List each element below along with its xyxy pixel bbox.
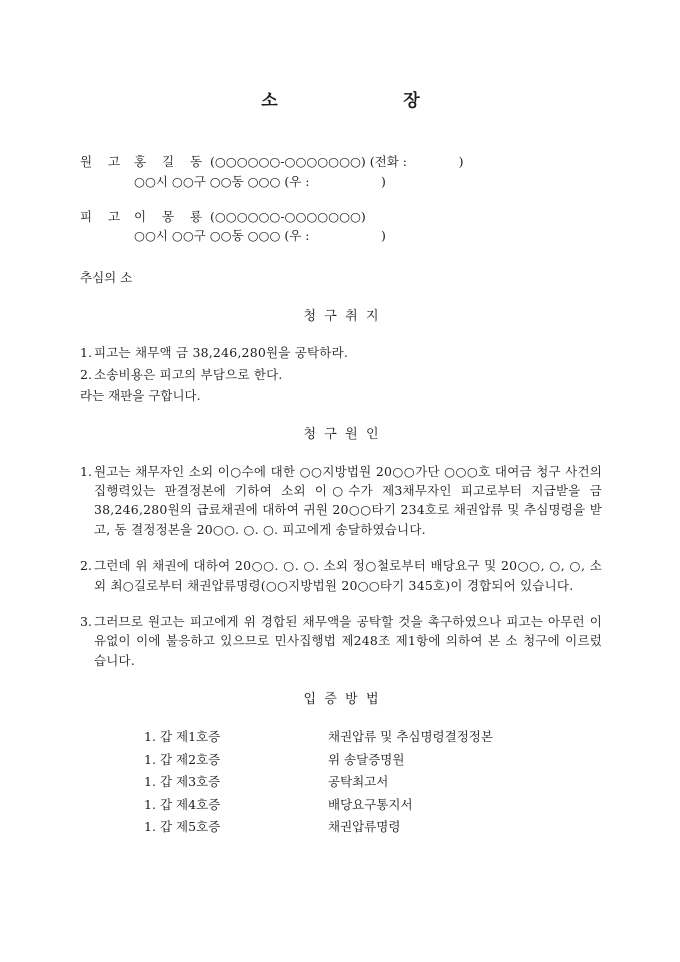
- evidence-item: [144, 794, 602, 817]
- party-role-label: 피 고: [80, 209, 121, 225]
- cause-item: [80, 612, 602, 670]
- cause-item: [80, 462, 602, 540]
- evidence-description: 채권압류명령: [328, 819, 401, 835]
- item-number: 2.: [80, 366, 92, 382]
- plaintiff-address: ○○시 ○○구 ○○동 ○○○ (우 : ): [134, 173, 386, 189]
- evidence-number: 1.: [144, 819, 156, 835]
- evidence-number: 1.: [144, 729, 156, 745]
- cause-section: [80, 462, 602, 670]
- claim-closing: 라는 재판을 구합니다.: [80, 388, 201, 404]
- cause-section-heading: 청 구 원 인: [303, 427, 379, 443]
- evidence-section-heading: 입 증 방 법: [303, 692, 379, 707]
- claim-item: [80, 343, 602, 362]
- evidence-label: 갑 제3호증: [160, 774, 221, 790]
- evidence-number: 1.: [144, 751, 156, 767]
- evidence-label: 갑 제2호증: [160, 751, 221, 767]
- case-type: 추심의 소: [80, 269, 133, 285]
- item-number: 2.: [80, 558, 92, 574]
- party-plaintiff: [80, 152, 602, 191]
- cause-item: [80, 556, 602, 595]
- party-role-label: 원 고: [80, 154, 121, 170]
- claim-section-heading: 청 구 취 지: [303, 309, 379, 325]
- item-number: 1.: [80, 345, 92, 361]
- evidence-description: 배당요구통지서: [328, 796, 413, 812]
- evidence-number: 1.: [144, 774, 156, 790]
- claim-section: [80, 343, 602, 405]
- evidence-label: 갑 제5호증: [160, 819, 221, 835]
- evidence-item: [144, 726, 602, 749]
- evidence-description: 위 송달증명원: [328, 751, 405, 767]
- document-title: 소 장: [261, 91, 421, 111]
- item-text: 피고는 채무액 금 38,246,280원을 공탁하라.: [94, 345, 349, 361]
- item-number: 1.: [80, 463, 92, 479]
- party-defendant: [80, 207, 602, 246]
- item-text: 소송비용은 피고의 부담으로 한다.: [94, 366, 283, 382]
- evidence-list: [144, 726, 602, 839]
- evidence-number: 1.: [144, 796, 156, 812]
- claim-item: [80, 365, 602, 384]
- evidence-item: [144, 816, 602, 839]
- item-number: 3.: [80, 613, 92, 629]
- item-text: 그러므로 원고는 피고에게 위 경합된 채무액을 공탁할 것을 촉구하였으나 피고는 아무런 이유없이 이에 불응하고 있으므로 민사집행법 제248조 제1항에 의하여 본 소 청구에 이르렀습니다.: [94, 613, 602, 668]
- evidence-item: [144, 749, 602, 772]
- evidence-label: 갑 제1호증: [160, 729, 221, 745]
- defendant-name-line: 이 몽 룡 (○○○○○○-○○○○○○○): [134, 209, 366, 225]
- item-text: 원고는 채무자인 소외 이○수에 대한 ○○지방법원 20○○가단 ○○○호 대여금 청구 사건의 집행력있는 판결정본에 기하여 소외 이○수가 제3채무자인 피고로부터 지급받을 금 38,246,280원의 급료채권에 대하여 귀원 20○○타기 234호로 채권압류 및 추심명령을 받고, 동 결정정본을 20○○. ○. ○. 피고에게 송달하였습니다.: [94, 463, 602, 537]
- evidence-description: 공탁최고서: [328, 774, 389, 790]
- item-text: 그런데 위 채권에 대하여 20○○. ○. ○. 소외 정○철로부터 배당요구 및 20○○, ○, ○, 소외 최○길로부터 채권압류명령(○○지방법원 20○○타기 345호)이 경합되어 있습니다.: [94, 558, 602, 593]
- evidence-label: 갑 제4호증: [160, 796, 221, 812]
- evidence-item: [144, 771, 602, 794]
- evidence-description: 채권압류 및 추심명령결정정본: [328, 729, 493, 745]
- defendant-address: ○○시 ○○구 ○○동 ○○○ (우 : ): [134, 228, 386, 244]
- plaintiff-name-line: 홍 길 동 (○○○○○○-○○○○○○○) (전화 : ): [134, 154, 464, 170]
